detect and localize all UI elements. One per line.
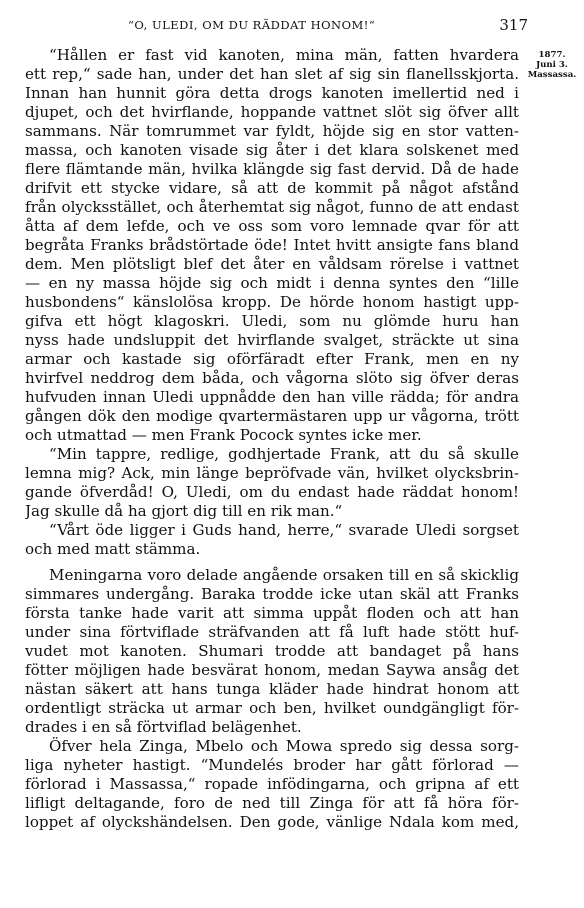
text-line: husbondens“ känslolösa kropp. De hörde honom hastigt upp- <box>25 293 519 311</box>
text-line: och med matt stämma. <box>25 540 201 558</box>
text-line: hvirfvel neddrog dem båda, och vågorna slöto sig öfver deras <box>25 369 519 387</box>
running-head: “O, ULEDI, OM DU RÄDDAT HONOM!“ <box>128 18 376 32</box>
text-line: från olycksstället, och återhemtat sig något, funno de att endast <box>25 198 519 216</box>
text-line: hufvuden innan Uledi uppnådde den han ville rädda; för andra <box>25 388 519 406</box>
text-line: nyss hade undsluppit det hvirflande svalget, sträckte ut sina <box>25 331 519 349</box>
body-text <box>25 46 519 832</box>
text-line: — en ny massa höjde sig och midt i denna syntes den “lille <box>25 274 519 292</box>
text-line: fötter möjligen hade besvärat honom, medan Saywa ansåg det <box>25 661 519 679</box>
text-line: vudet mot kanoten. Shumari trodde att bandaget på hans <box>25 642 519 660</box>
page-header <box>128 18 528 40</box>
text-line: “Min tappre, redlige, godhjertade Frank, att du så skulle <box>49 445 519 463</box>
text-line: armar och kastade sig oförfäradt efter Frank, men en ny <box>25 350 519 368</box>
text-line: djupet, och det hvirflande, hoppande vattnet slöt sig öfver allt <box>25 103 519 121</box>
text-line: Öfver hela Zinga, Mbelo och Mowa spredo sig dessa sorg- <box>49 737 519 755</box>
text-line: flere flämtande män, hvilka klängde sig fast dervid. Då de hade <box>25 160 519 178</box>
margin-note-year: 1877. <box>538 50 566 60</box>
text-line: och utmattad — men Frank Pocock syntes icke mer. <box>25 426 422 444</box>
text-line: “Vårt öde ligger i Guds hand, herre,“ svarade Uledi sorgset <box>49 521 519 539</box>
text-line: sammans. När tomrummet var fyldt, höjde sig en stor vatten- <box>25 122 519 140</box>
text-line: ett rep,“ sade han, under det han slet af sig sin flanellsskjorta. <box>25 65 519 83</box>
text-line: åtta af dem lefde, och ve oss som voro lemnade qvar för att <box>25 217 519 235</box>
text-line: Innan han hunnit göra detta drogs kanoten imellertid ned i <box>25 84 519 102</box>
text-line: Meningarna voro delade angående orsaken till en så skicklig <box>49 566 519 584</box>
text-line: drades i en så förtviflad belägenhet. <box>25 718 302 736</box>
margin-note <box>522 50 582 80</box>
text-line: gången dök den modige qvartermästaren upp ur vågorna, trött <box>25 407 519 425</box>
text-line: gifva ett högt klagoskri. Uledi, som nu glömde huru han <box>25 312 519 330</box>
text-line: liga nyheter hastigt. “Mundelés broder har gått förlorad — <box>25 756 519 774</box>
text-line: dem. Men plötsligt blef det åter en våldsam rörelse i vattnet <box>25 255 519 273</box>
text-line: nästan säkert att hans tunga kläder hade hindrat honom att <box>25 680 519 698</box>
text-line: simmares undergång. Baraka trodde icke utan skäl att Franks <box>25 585 519 603</box>
text-line: ordentligt sträcka ut armar och ben, hvilket oundgängligt för- <box>25 699 519 717</box>
text-line: “Hållen er fast vid kanoten, mina män, fatten hvardera <box>49 46 519 64</box>
margin-note-place: Massassa. <box>527 70 577 80</box>
text-line: lifligt deltagande, foro de ned till Zinga för att få höra för- <box>25 794 519 812</box>
text-line: första tanke hade varit att simma uppåt floden och att han <box>25 604 519 622</box>
page-number: 317 <box>499 16 528 34</box>
text-line: förlorad i Massassa,“ ropade infödingarna, och gripna af ett <box>25 775 519 793</box>
text-line: begråta Franks brådstörtade öde! Intet hvitt ansigte fans bland <box>25 236 519 254</box>
margin-note-date: Juni 3. <box>536 60 568 70</box>
text-line: gande öfverdåd! O, Uledi, om du endast hade räddat honom! <box>25 483 519 501</box>
text-line: loppet af olyckshändelsen. Den gode, vänlige Ndala kom med, <box>25 813 519 831</box>
text-line: massa, och kanoten visade sig åter i det klara solskenet med <box>25 141 519 159</box>
text-line: lemna mig? Ack, min länge bepröfvade vän, hvilket olycksbrin- <box>25 464 519 482</box>
text-line: Jag skulle då ha gjort dig till en rik man.“ <box>25 502 343 520</box>
text-line: drifvit ett stycke vidare, så att de kommit på något afstånd <box>25 179 519 197</box>
text-line: under sina förtviflade sträfvanden att få luft hade stött huf- <box>25 623 519 641</box>
